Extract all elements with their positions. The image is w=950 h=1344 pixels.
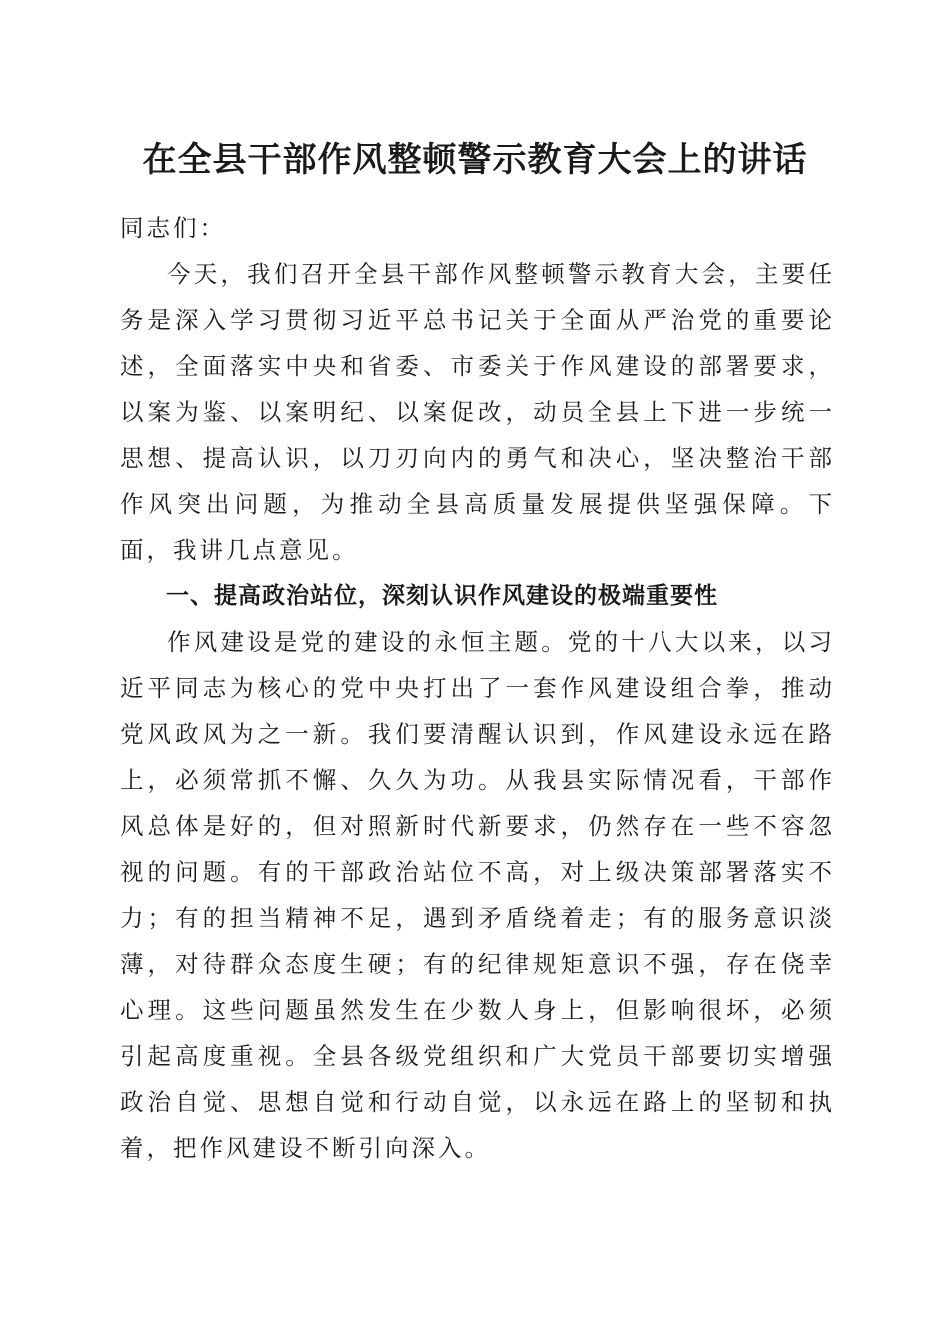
section-heading-1: 一、提高政治站位，深刻认识作风建设的极端重要性 [166,583,718,609]
section-paragraph-1: 作风建设是党的建设的永恒主题。党的十八大以来，以习近平同志为核心的党中央打出了一套作风建设组合拳，推动党风政风为之一新。我们要清醒认识到，作风建设永远在路上，必须常抓不懈、久久为功。从我县实际情况看，干部作风总体是好的，但对照新时代新要求，仍然存在一些不容忽视的问题。有的干部政治站位不高，对上级决策部署落实不力；有的担当精神不足，遇到矛盾绕着走；有的服务意识淡薄，对待群众态度生硬；有的纪律规矩意识不强，存在侥幸心理。这些问题虽然发生在少数人身上，但影响很坏，必须引起高度重视。全县各级党组织和广大党员干部要切实增强政治自觉、思想自觉和行动自觉，以永远在路上的坚韧和执着，把作风建设不断引向深入。 [120,628,835,1162]
document-title: 在全县干部作风整顿警示教育大会上的讲话 [142,140,808,180]
salutation: 同志们： [120,214,226,242]
intro-paragraph: 今天，我们召开全县干部作风整顿警示教育大会，主要任务是深入学习贯彻习近平总书记关于全面从严治党的重要论述，全面落实中央和省委、市委关于作风建设的部署要求，以案为鉴、以案明纪、以案促改，动员全县上下进一步统一思想、提高认识，以刀刃向内的勇气和决心，坚决整治干部作风突出问题，为推动全县高质量发展提供坚强保障。下面，我讲几点意见。 [120,260,835,564]
document-body [120,205,835,1171]
